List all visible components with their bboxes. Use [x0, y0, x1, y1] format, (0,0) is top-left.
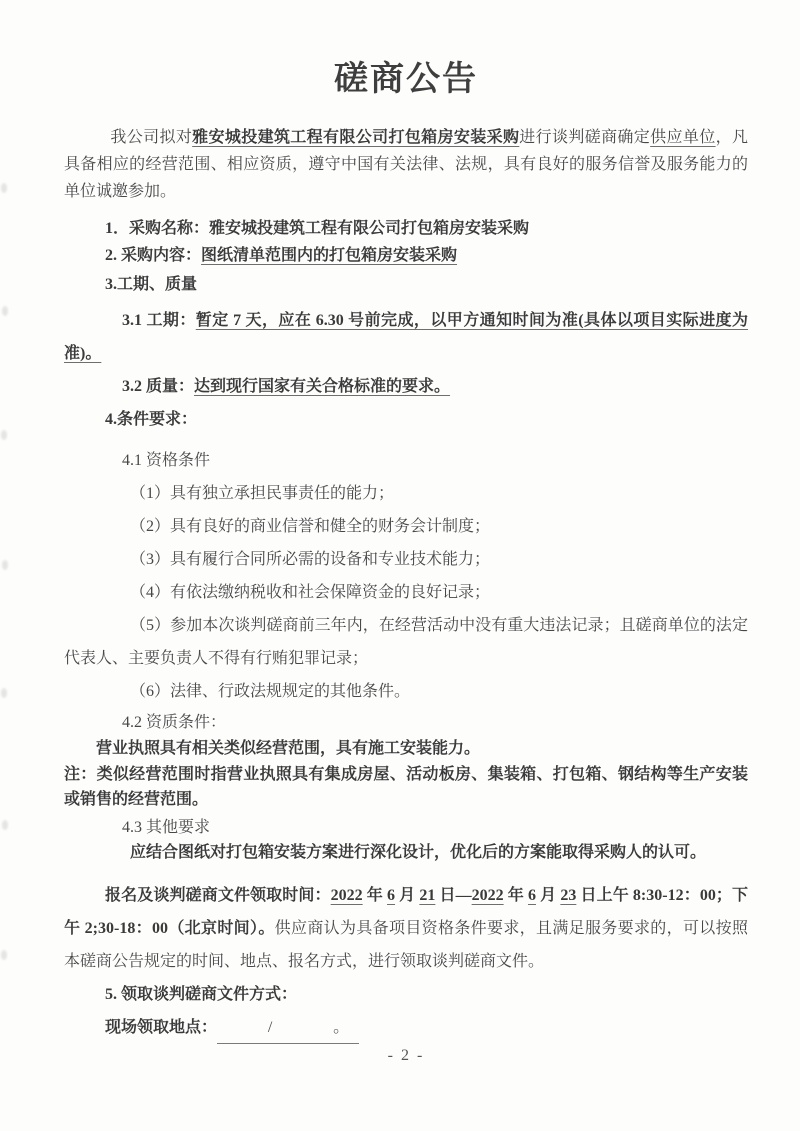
- blank-period: 。: [333, 1019, 350, 1036]
- intro-prefix: 我公司拟对: [110, 129, 193, 146]
- scan-artifact: [2, 560, 8, 570]
- reg-day1: 21: [419, 887, 436, 904]
- page-title: 磋商公告: [334, 61, 478, 98]
- quality-value: 达到现行国家有关合格标准的要求。: [194, 378, 451, 395]
- item-procurement-name: [64, 215, 748, 242]
- qualification-text: 营业执照具有相关类似经营范围，具有施工安装能力。: [96, 740, 481, 757]
- duration-label: 3.1 工期：: [122, 312, 196, 329]
- item1-label: 1．采购名称：: [105, 220, 210, 237]
- intro-paragraph: [64, 124, 748, 205]
- registration-paragraph: [64, 879, 748, 978]
- section5-header: 5. 领取谈判磋商文件方式：: [105, 986, 298, 1003]
- location-paragraph: [64, 1013, 748, 1044]
- reg-month1: 6: [387, 887, 396, 904]
- quality-label: 3.2 质量：: [122, 378, 195, 395]
- reg-times: 日上午 8:30-12：00；下午 2;30-18：00（北京时间）。: [64, 887, 748, 937]
- reg-sep2: 月: [395, 887, 420, 904]
- scan-artifact: [1, 688, 7, 698]
- sub-section-43-header: 4.3 其他要求: [122, 819, 211, 836]
- section4-header: 4.条件要求：: [105, 411, 198, 428]
- condition-item-6: （6）法律、行政法规规定的其他条件。: [130, 683, 411, 700]
- sub-section-42-header: 4.2 资质条件：: [122, 714, 227, 731]
- reg-year2: 2022: [471, 887, 504, 904]
- location-label: 现场领取地点：: [105, 1019, 218, 1036]
- page-number: - 2 -: [387, 1047, 425, 1064]
- scan-artifact: [1, 430, 7, 440]
- item1-value: 雅安城投建筑工程有限公司打包箱房安装采购: [209, 220, 530, 237]
- reg-sep4: 年: [503, 887, 528, 904]
- item2-label: 2. 采购内容：: [105, 247, 202, 264]
- duration-value: 暂定 7 天，应在 6.30 号前完成，以甲方通知时间为准(具体以项目实际进度为准)。: [64, 312, 748, 362]
- sub-section-41-header: 4.1 资格条件: [122, 452, 211, 469]
- scan-artifact: [1, 183, 7, 193]
- other-requirement-text: 应结合图纸对打包箱安装方案进行深化设计，优化后的方案能取得采购人的认可。: [130, 844, 707, 861]
- intro-suffix: ，凡具备相应的经营范围、相应资质，遵守中国有关法律、法规，具有良好的服务信誉及服务能力的单位诚邀参加。: [64, 129, 748, 200]
- quality-paragraph: [64, 370, 748, 403]
- condition-item-3: （3）具有履行合同所必需的设备和专业技术能力；: [130, 551, 491, 568]
- condition-item-4: （4）有依法缴纳税收和社会保障资金的良好记录；: [130, 584, 491, 601]
- blank-slash: /: [267, 1019, 273, 1036]
- condition-item-2: （2）具有良好的商业信誉和健全的财务会计制度；: [130, 518, 491, 535]
- item-procurement-content: [64, 242, 748, 269]
- registration-label: 报名及谈判磋商文件领取时间：: [105, 887, 331, 904]
- note-text: 注：类似经营范围时指营业执照具有集成房屋、活动板房、集装箱、打包箱、钢结构等生产安装或销售的经营范围。: [64, 766, 748, 808]
- fill-in-blank: [217, 1013, 359, 1044]
- duration-paragraph: [64, 304, 748, 370]
- intro-middle: 进行谈判磋商确定: [519, 129, 651, 146]
- item2-value: 图纸清单范围内的打包箱房安装采购: [201, 247, 458, 264]
- scan-artifact: [1, 950, 7, 960]
- supplier-term: 供应单位: [650, 129, 716, 146]
- reg-sep1: 年: [362, 887, 388, 904]
- numbered-items: [64, 215, 748, 269]
- condition-item-1: （1）具有独立承担民事责任的能力；: [130, 485, 395, 502]
- section3-header: 3.工期、质量: [105, 276, 198, 293]
- reg-day2: 23: [560, 887, 577, 904]
- reg-sep5: 月: [535, 887, 561, 904]
- scan-artifact: [2, 820, 8, 830]
- reg-month2: 6: [527, 887, 536, 904]
- project-name: 雅安城投建筑工程有限公司打包箱房安装采购: [192, 129, 520, 146]
- scan-artifact: [2, 306, 8, 316]
- reg-year1: 2022: [330, 887, 363, 904]
- reg-sep3: 日—: [435, 887, 472, 904]
- registration-rest: 供应商认为具备项目资格条件要求，且满足服务要求的，可以按照本磋商公告规定的时间、地点、报名方式，进行领取谈判磋商文件。: [64, 920, 748, 970]
- condition-item-5: （5）参加本次谈判磋商前三年内，在经营活动中没有重大违法记录；且磋商单位的法定代表人、主要负责人不得有行贿犯罪记录；: [64, 617, 748, 667]
